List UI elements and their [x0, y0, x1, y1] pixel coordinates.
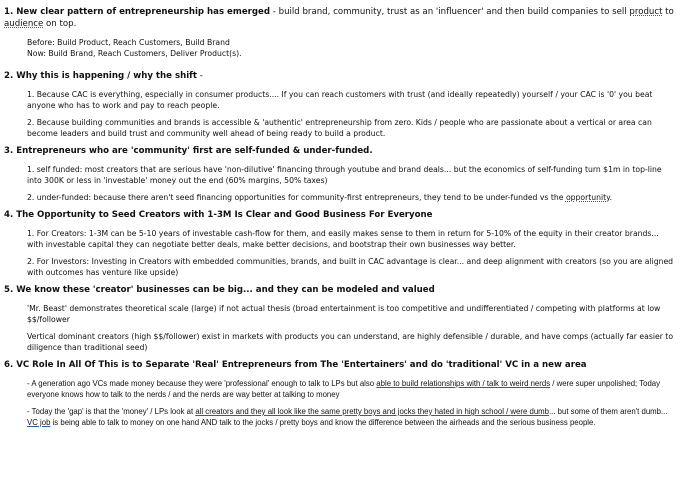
section-2-title: 2. Why this is happening / why the shift	[4, 71, 197, 81]
section-1-tail-a: - build brand, community, trust as an 'influencer' and then build companies to sell	[270, 7, 630, 17]
creators-phrase: all creators and they all look like the same pretty boys and jocks they hated in high school / were dumb	[195, 407, 549, 416]
section-3-point-2-a: 2. under-funded: because there aren't seed financing opportunities for community-first entrepreneurs, they tend to be under-funded vs the	[27, 193, 566, 202]
section-5-title: 5. We know these 'creator' businesses can be big... and they can be modeled and valued	[4, 285, 435, 295]
section-4-title: 4. The Opportunity to Seed Creators with 1-3M Is Clear and Good Business For Everyone	[4, 210, 433, 220]
section-5	[4, 284, 676, 353]
section-1-title: 1. New clear pattern of entrepreneurship has emerged	[4, 7, 271, 17]
section-2-heading	[4, 70, 676, 82]
section-6-point-1	[4, 378, 676, 400]
section-6-point-2-c: ... but some of them aren't dumb...	[549, 407, 668, 416]
section-3	[4, 145, 676, 203]
audience-word: audience	[4, 19, 44, 29]
section-6-point-2-e: is being able to talk to money on one hand AND talk to the jocks / pretty boys and know the difference between the airheads and the serious business people.	[50, 418, 596, 427]
section-3-point-2-c: .	[609, 193, 613, 202]
section-3-point-2	[4, 192, 676, 203]
section-6-point-2	[4, 406, 676, 428]
section-5-heading	[4, 284, 676, 296]
section-2-point-1: 1. Because CAC is everything, especially in consumer products.... If you can reach customers with trust (and ideally repeatedly) yourself / your CAC is '0' you beat anyone who has to work and pay to reach people.	[27, 90, 653, 110]
section-2-tail: -	[197, 71, 203, 81]
opportunity-word: opportunity	[565, 193, 610, 202]
section-4-point-2: 2. For Investors: Investing in Creators with embedded communities, brands, and built in CAC advantage is clear... and deep alignment with creators (so you are aligned with outcomes has venture like upside)	[27, 257, 674, 277]
section-3-title: 3. Entrepreneurs who are 'community' first are self-funded & under-funded.	[4, 146, 373, 156]
section-4	[4, 209, 676, 278]
section-2-point-2: 2. Because building communities and brands is accessible & 'authentic' entrepreneurship from zero. Kids / people who are passionate about a vertical or area can become leaders and build trust and community well ahead of being ready to build a product.	[27, 118, 652, 138]
section-5-point-2: Vertical dominant creators (high $$/follower) exist in markets with products you can understand, are highly defensible / durable, and have comps (actually far easier to diligence than traditional seed)	[27, 332, 674, 352]
section-2	[4, 70, 676, 139]
section-3-point-1: 1. self funded: most creators that are serious have 'non-dilutive' financing through youtube and brand deals... but the economics of self-funding turn $1m in top-line into 300K or less in 'investable' money out the end (60% margins, 50% taxes)	[27, 165, 662, 185]
section-6-point-1-c: / were super unpolished; Today everyone knows how to talk to the nerds / and the nerds are way better at talking to money	[27, 379, 661, 399]
section-4-point-1: 1. For Creators: 1-3M can be 5-10 years of investable cash-flow for them, and easily makes sense to them in return for 5-10% of the equity in their creator brands... with investable capital they can negotiate better deals, make better decisions, and bootstrap their own businesses way better.	[27, 229, 659, 249]
section-1-heading	[4, 6, 676, 30]
section-6-title: 6. VC Role In All Of This is to Separate 'Real' Entrepreneurs from The 'Entertainers' and do 'traditional' VC in a new area	[4, 360, 587, 370]
product-word: product	[629, 7, 663, 17]
section-1-tail-b: on top.	[43, 19, 77, 29]
section-4-heading	[4, 209, 676, 221]
section-6-point-2-a: - Today the 'gap' is that the 'money' / LPs look at	[27, 407, 196, 416]
section-6-point-1-a: - A generation ago VCs made money because they were 'professional' enough to talk to LPs but also	[27, 379, 377, 388]
section-6	[4, 359, 676, 428]
section-3-heading	[4, 145, 676, 157]
section-1	[4, 6, 676, 70]
before-line: Before: Build Product, Reach Customers, Build Brand	[27, 38, 230, 47]
weird-nerds-phrase: able to build relationships with / talk to weird nerds	[376, 379, 551, 388]
section-1-to: to	[662, 7, 674, 17]
section-6-heading	[4, 359, 676, 371]
section-5-point-1: 'Mr. Beast' demonstrates theoretical scale (large) if not actual thesis (broad entertainment is too competitive and undifferentiated / competing with platforms at low $$/follower	[27, 304, 661, 324]
vc-job-phrase: VC job	[27, 418, 51, 427]
now-line: Now: Build Brand, Reach Customers, Deliver Product(s).	[27, 49, 242, 58]
